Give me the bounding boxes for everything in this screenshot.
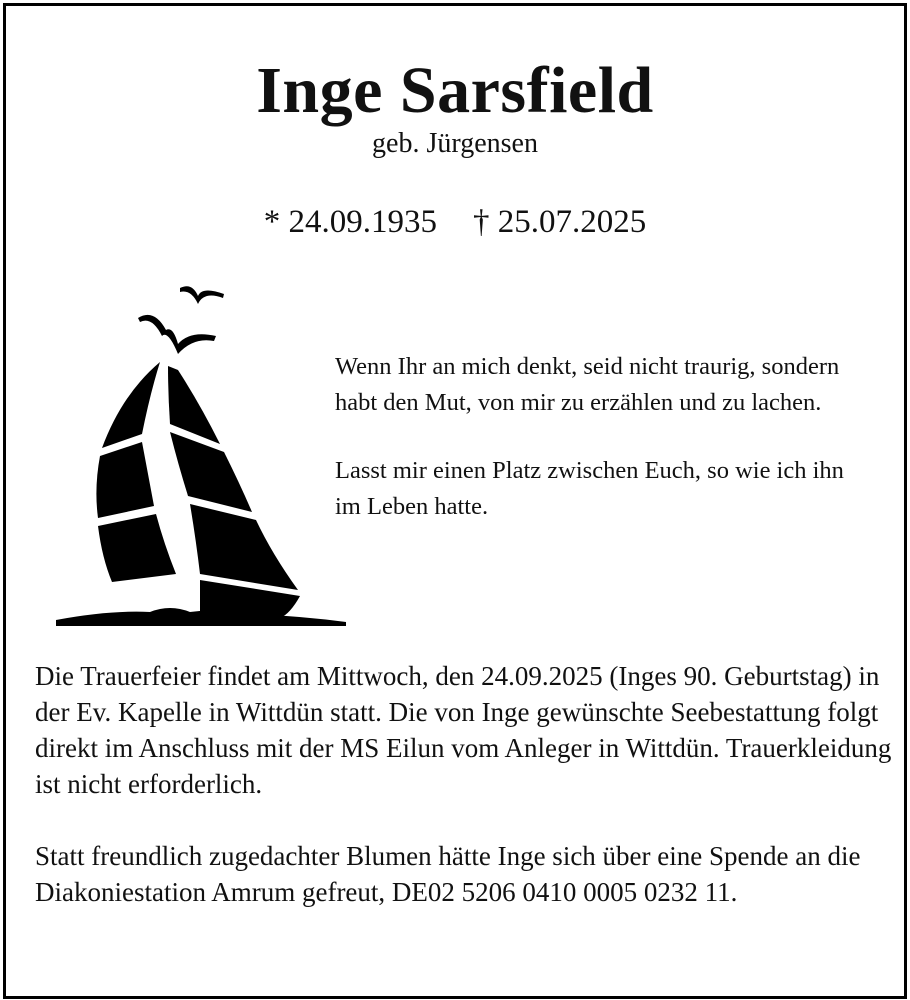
ceremony-paragraph: Die Trauerfeier findet am Mittwoch, den 24.09.2025 (Inges 90. Geburtstag) in der Ev. Kapelle in Wittdün statt. Die von Inge gewünschte Seebestattung folgt direkt im Anschluss mit der MS Eilun vom Anleger in Wittdün. Trauerkleidung ist nicht erforderlich. — [35, 661, 892, 799]
donation-paragraph: Statt freundlich zugedachter Blumen hätte Inge sich über eine Spende an die Diakoniestation Amrum gefreut, DE02 5206 0410 0005 0232 11. — [35, 841, 861, 907]
birth-name: geb. Jürgensen — [372, 128, 538, 159]
notice-body — [35, 658, 895, 910]
quote-paragraph-2: Lasst mir einen Platz zwischen Euch, so wie ich ihn im Leben hatte. — [335, 457, 844, 520]
birth-date: * 24.09.1935 — [263, 204, 437, 240]
memorial-quote — [335, 349, 875, 525]
death-date: † 25.07.2025 — [473, 204, 647, 240]
obituary-notice — [3, 3, 907, 999]
deceased-name: Inge Sarsfield — [256, 54, 654, 127]
life-dates — [6, 206, 904, 239]
sailing-ship-with-seagulls-icon — [50, 274, 350, 634]
quote-paragraph-1: Wenn Ihr an mich denkt, seid nicht traurig, sondern habt den Mut, von mir zu erzählen und zu lachen. — [335, 353, 840, 416]
